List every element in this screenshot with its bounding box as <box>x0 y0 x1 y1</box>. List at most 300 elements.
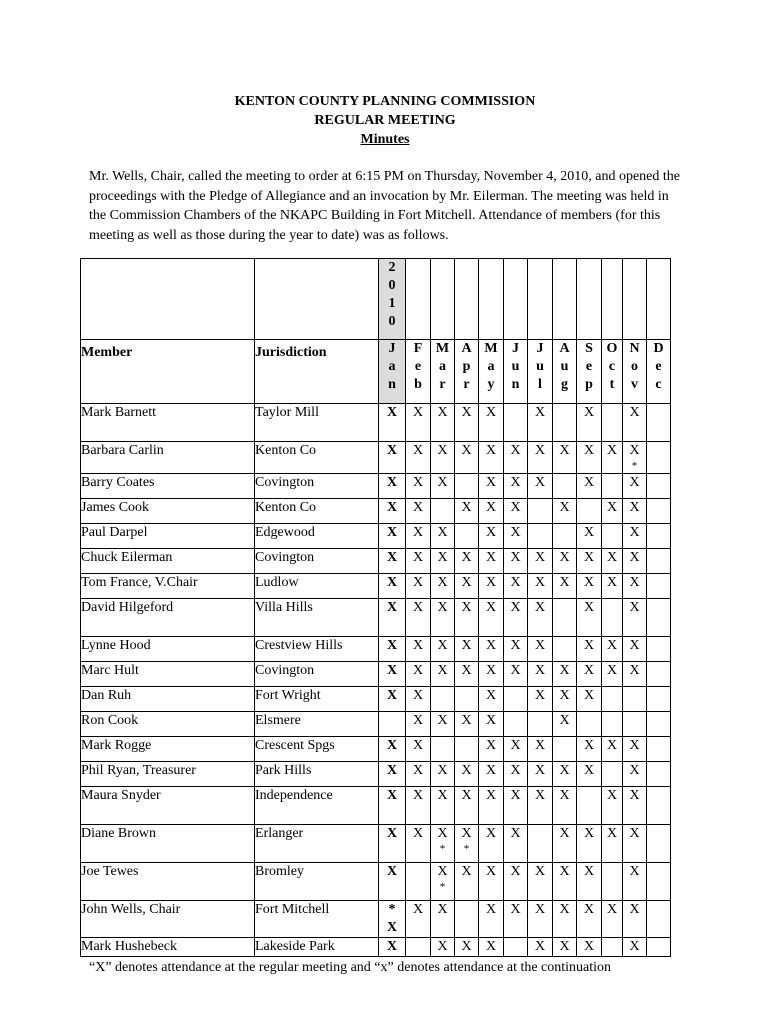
attendance-mark-dec <box>647 524 671 549</box>
table-row <box>81 637 671 662</box>
member-jurisdiction: Lakeside Park <box>255 938 379 957</box>
attendance-mark-sep: X <box>577 442 602 474</box>
intro-paragraph: Mr. Wells, Chair, called the meeting to order at 6:15 PM on Thursday, November 4, 2010, and opened the proceedings with the Pledge of Allegiance and an invocation by Mr. Eilerman. The meeting was held in the Commission Chambers of the NKAPC Building in Fort Mitchell. Attendance of members (for this meeting as well as those during the year to date) was as follows. <box>89 169 680 243</box>
document-title: KENTON COUNTY PLANNING COMMISSION <box>234 94 536 109</box>
attendance-mark-oct <box>602 524 623 549</box>
attendance-mark-apr: X <box>455 712 479 737</box>
attendance-mark-sep: X <box>577 404 602 442</box>
empty-header-cell <box>455 259 479 340</box>
attendance-mark-mar: X <box>431 662 455 687</box>
attendance-mark-sep: X <box>577 901 602 938</box>
attendance-mark-jun: X <box>504 863 528 901</box>
member-jurisdiction: Edgewood <box>255 524 379 549</box>
attendance-mark-jun: X <box>504 574 528 599</box>
attendance-mark-aug: X <box>553 787 577 825</box>
attendance-mark-apr <box>455 901 479 938</box>
table-row <box>81 737 671 762</box>
attendance-mark-sep: X <box>577 599 602 637</box>
attendance-mark-may: X <box>479 442 504 474</box>
attendance-mark-aug <box>553 599 577 637</box>
attendance-mark-jul <box>528 712 553 737</box>
member-jurisdiction: Covington <box>255 662 379 687</box>
attendance-mark-may: X <box>479 687 504 712</box>
attendance-mark-feb: X <box>406 574 431 599</box>
attendance-mark-jul: X <box>528 574 553 599</box>
attendance-mark-jan: X <box>379 574 406 599</box>
attendance-mark-feb: X <box>406 474 431 499</box>
attendance-mark-jan: X <box>379 938 406 957</box>
attendance-mark-nov: X <box>623 863 647 901</box>
attendance-mark-jun <box>504 712 528 737</box>
attendance-table <box>80 258 671 957</box>
member-name: Paul Darpel <box>81 524 255 549</box>
footnote: “X” denotes attendance at the regular meeting and “x” denotes attendance at the continuation <box>89 960 612 975</box>
attendance-mark-apr: X <box>455 637 479 662</box>
attendance-mark-apr: X <box>455 662 479 687</box>
member-column-header: Member <box>81 340 255 404</box>
attendance-mark-aug: X <box>553 499 577 524</box>
attendance-mark-jul <box>528 499 553 524</box>
attendance-mark-jul: X <box>528 737 553 762</box>
attendance-mark-may: X <box>479 599 504 637</box>
attendance-mark-nov: X <box>623 737 647 762</box>
attendance-mark-nov: X <box>623 662 647 687</box>
attendance-mark-dec <box>647 901 671 938</box>
attendance-mark-feb: X <box>406 737 431 762</box>
attendance-mark-sep: X <box>577 825 602 863</box>
attendance-mark-sep <box>577 712 602 737</box>
attendance-mark-nov: X <box>623 499 647 524</box>
attendance-mark-dec <box>647 712 671 737</box>
month-header-sep: S e p <box>577 340 602 404</box>
attendance-mark-oct <box>602 863 623 901</box>
empty-header-cell <box>406 259 431 340</box>
member-name: Joe Tewes <box>81 863 255 901</box>
attendance-mark-mar <box>431 687 455 712</box>
table-row <box>81 901 671 938</box>
attendance-mark-jun <box>504 687 528 712</box>
attendance-mark-may: X <box>479 549 504 574</box>
attendance-mark-aug <box>553 737 577 762</box>
attendance-mark-sep <box>577 787 602 825</box>
attendance-mark-feb: X <box>406 524 431 549</box>
attendance-mark-may: X <box>479 787 504 825</box>
attendance-mark-jan: X <box>379 687 406 712</box>
attendance-mark-mar: X * <box>431 863 455 901</box>
attendance-mark-sep: X <box>577 549 602 574</box>
table-row <box>81 574 671 599</box>
month-header-oct: O c t <box>602 340 623 404</box>
attendance-mark-oct: X <box>602 442 623 474</box>
attendance-mark-aug: X <box>553 549 577 574</box>
attendance-mark-oct: X <box>602 637 623 662</box>
member-name: Mark Hushebeck <box>81 938 255 957</box>
attendance-mark-nov: X <box>623 901 647 938</box>
table-row <box>81 499 671 524</box>
attendance-mark-oct <box>602 474 623 499</box>
empty-header-cell <box>255 259 379 340</box>
month-header-mar: M a r <box>431 340 455 404</box>
empty-header-cell <box>553 259 577 340</box>
attendance-mark-oct: X <box>602 574 623 599</box>
attendance-mark-mar: X <box>431 404 455 442</box>
attendance-mark-sep: X <box>577 474 602 499</box>
attendance-mark-nov: X <box>623 938 647 957</box>
attendance-mark-nov: X <box>623 474 647 499</box>
attendance-mark-mar: X <box>431 712 455 737</box>
attendance-mark-jul: X <box>528 787 553 825</box>
attendance-mark-jun: X <box>504 662 528 687</box>
attendance-mark-jun: X <box>504 499 528 524</box>
attendance-mark-mar: X <box>431 474 455 499</box>
attendance-mark-sep: X <box>577 574 602 599</box>
attendance-mark-jan: * X <box>379 901 406 938</box>
member-jurisdiction: Fort Wright <box>255 687 379 712</box>
attendance-mark-jun: X <box>504 474 528 499</box>
member-jurisdiction: Park Hills <box>255 762 379 787</box>
empty-header-cell <box>479 259 504 340</box>
member-jurisdiction: Ludlow <box>255 574 379 599</box>
attendance-mark-feb: X <box>406 637 431 662</box>
attendance-mark-sep: X <box>577 737 602 762</box>
attendance-mark-jan: X <box>379 863 406 901</box>
member-name: Dan Ruh <box>81 687 255 712</box>
attendance-mark-nov: X <box>623 404 647 442</box>
attendance-mark-aug: X <box>553 901 577 938</box>
attendance-mark-nov: X <box>623 599 647 637</box>
attendance-mark-aug: X <box>553 574 577 599</box>
attendance-mark-jan <box>379 712 406 737</box>
table-row <box>81 787 671 825</box>
attendance-mark-apr: X <box>455 442 479 474</box>
attendance-mark-feb: X <box>406 662 431 687</box>
attendance-mark-sep <box>577 499 602 524</box>
attendance-mark-feb <box>406 863 431 901</box>
table-row <box>81 825 671 863</box>
attendance-mark-may: X <box>479 404 504 442</box>
attendance-mark-apr <box>455 737 479 762</box>
attendance-mark-nov: X <box>623 574 647 599</box>
table-row <box>81 474 671 499</box>
member-name: Maura Snyder <box>81 787 255 825</box>
attendance-mark-may: X <box>479 901 504 938</box>
attendance-mark-nov <box>623 687 647 712</box>
attendance-mark-jun: X <box>504 901 528 938</box>
member-name: Marc Hult <box>81 662 255 687</box>
member-jurisdiction: Villa Hills <box>255 599 379 637</box>
attendance-mark-jun <box>504 938 528 957</box>
attendance-mark-dec <box>647 863 671 901</box>
attendance-mark-nov: X <box>623 524 647 549</box>
attendance-mark-oct <box>602 762 623 787</box>
attendance-mark-jun: X <box>504 825 528 863</box>
attendance-mark-jul: X <box>528 762 553 787</box>
attendance-mark-may: X <box>479 662 504 687</box>
attendance-mark-feb: X <box>406 787 431 825</box>
attendance-mark-jan: X <box>379 474 406 499</box>
attendance-mark-jun: X <box>504 762 528 787</box>
attendance-mark-dec <box>647 762 671 787</box>
table-row <box>81 712 671 737</box>
member-name: Lynne Hood <box>81 637 255 662</box>
table-row <box>81 687 671 712</box>
attendance-mark-apr <box>455 687 479 712</box>
attendance-mark-jan: X <box>379 599 406 637</box>
attendance-mark-oct: X <box>602 825 623 863</box>
attendance-mark-apr: X <box>455 787 479 825</box>
attendance-mark-oct <box>602 404 623 442</box>
attendance-mark-mar: X <box>431 938 455 957</box>
attendance-mark-mar: X <box>431 574 455 599</box>
member-name: Barbara Carlin <box>81 442 255 474</box>
attendance-mark-may: X <box>479 474 504 499</box>
attendance-mark-nov: X <box>623 549 647 574</box>
member-jurisdiction: Erlanger <box>255 825 379 863</box>
attendance-mark-jun: X <box>504 524 528 549</box>
empty-header-cell <box>528 259 553 340</box>
attendance-mark-apr: X <box>455 574 479 599</box>
attendance-mark-aug: X <box>553 687 577 712</box>
attendance-mark-jul: X <box>528 442 553 474</box>
attendance-mark-dec <box>647 662 671 687</box>
attendance-mark-mar: X <box>431 637 455 662</box>
attendance-mark-jul: X <box>528 901 553 938</box>
attendance-mark-oct: X <box>602 499 623 524</box>
month-header-aug: A u g <box>553 340 577 404</box>
attendance-mark-oct <box>602 938 623 957</box>
member-name: James Cook <box>81 499 255 524</box>
attendance-mark-jan: X <box>379 737 406 762</box>
month-header-dec: D e c <box>647 340 671 404</box>
attendance-mark-aug <box>553 404 577 442</box>
attendance-mark-aug: X <box>553 442 577 474</box>
attendance-mark-jul <box>528 825 553 863</box>
attendance-mark-jul: X <box>528 687 553 712</box>
empty-header-cell <box>577 259 602 340</box>
table-row <box>81 599 671 637</box>
attendance-mark-apr <box>455 474 479 499</box>
month-header-feb: F e b <box>406 340 431 404</box>
member-name: Tom France, V.Chair <box>81 574 255 599</box>
attendance-mark-feb: X <box>406 687 431 712</box>
attendance-mark-dec <box>647 442 671 474</box>
attendance-mark-may: X <box>479 712 504 737</box>
attendance-mark-apr: X <box>455 599 479 637</box>
attendance-mark-oct <box>602 687 623 712</box>
attendance-mark-dec <box>647 687 671 712</box>
member-jurisdiction: Kenton Co <box>255 499 379 524</box>
month-header-jan: J a n <box>379 340 406 404</box>
attendance-mark-jul: X <box>528 637 553 662</box>
month-header-jul: J u l <box>528 340 553 404</box>
attendance-mark-sep: X <box>577 863 602 901</box>
attendance-mark-nov: X <box>623 825 647 863</box>
empty-header-cell <box>431 259 455 340</box>
attendance-mark-dec <box>647 938 671 957</box>
attendance-mark-nov <box>623 712 647 737</box>
attendance-mark-may: X <box>479 524 504 549</box>
attendance-mark-jun: X <box>504 737 528 762</box>
attendance-mark-dec <box>647 637 671 662</box>
attendance-mark-may: X <box>479 938 504 957</box>
attendance-mark-oct: X <box>602 901 623 938</box>
empty-header-cell <box>504 259 528 340</box>
attendance-mark-dec <box>647 404 671 442</box>
attendance-mark-sep: X <box>577 762 602 787</box>
table-row <box>81 863 671 901</box>
attendance-mark-jan: X <box>379 524 406 549</box>
table-row <box>81 762 671 787</box>
member-jurisdiction: Crestview Hills <box>255 637 379 662</box>
jurisdiction-column-header: Jurisdiction <box>255 340 379 404</box>
attendance-mark-mar: X <box>431 599 455 637</box>
attendance-mark-oct: X <box>602 662 623 687</box>
attendance-mark-dec <box>647 574 671 599</box>
attendance-mark-sep: X <box>577 524 602 549</box>
attendance-mark-aug: X <box>553 662 577 687</box>
empty-header-cell <box>81 259 255 340</box>
attendance-mark-oct: X <box>602 737 623 762</box>
attendance-mark-mar: X <box>431 442 455 474</box>
attendance-mark-jan: X <box>379 787 406 825</box>
attendance-mark-jul: X <box>528 599 553 637</box>
attendance-mark-mar: X <box>431 524 455 549</box>
attendance-mark-apr: X <box>455 938 479 957</box>
attendance-mark-jan: X <box>379 637 406 662</box>
attendance-mark-jan: X <box>379 442 406 474</box>
attendance-mark-jun <box>504 404 528 442</box>
attendance-mark-mar: X <box>431 787 455 825</box>
attendance-mark-dec <box>647 549 671 574</box>
attendance-mark-may: X <box>479 637 504 662</box>
attendance-mark-may: X <box>479 499 504 524</box>
attendance-mark-jul: X <box>528 938 553 957</box>
attendance-mark-aug: X <box>553 863 577 901</box>
attendance-mark-sep: X <box>577 662 602 687</box>
attendance-mark-apr: X <box>455 863 479 901</box>
member-jurisdiction: Fort Mitchell <box>255 901 379 938</box>
attendance-mark-dec <box>647 599 671 637</box>
member-name: Barry Coates <box>81 474 255 499</box>
attendance-mark-jun: X <box>504 637 528 662</box>
attendance-mark-jul: X <box>528 549 553 574</box>
attendance-mark-may: X <box>479 825 504 863</box>
attendance-mark-jun: X <box>504 549 528 574</box>
month-header-may: M a y <box>479 340 504 404</box>
attendance-mark-jul: X <box>528 404 553 442</box>
attendance-mark-feb: X <box>406 499 431 524</box>
attendance-mark-jul: X <box>528 863 553 901</box>
member-name: Mark Rogge <box>81 737 255 762</box>
document-subtitle: REGULAR MEETING <box>314 113 456 128</box>
member-name: David Hilgeford <box>81 599 255 637</box>
member-jurisdiction: Taylor Mill <box>255 404 379 442</box>
attendance-mark-nov: X <box>623 762 647 787</box>
attendance-mark-feb: X <box>406 825 431 863</box>
table-row <box>81 662 671 687</box>
attendance-mark-nov: X * <box>623 442 647 474</box>
attendance-mark-nov: X <box>623 637 647 662</box>
attendance-mark-apr <box>455 524 479 549</box>
member-name: Mark Barnett <box>81 404 255 442</box>
attendance-mark-mar: X <box>431 549 455 574</box>
attendance-mark-aug: X <box>553 938 577 957</box>
attendance-mark-jul: X <box>528 662 553 687</box>
attendance-mark-dec <box>647 474 671 499</box>
attendance-mark-feb: X <box>406 549 431 574</box>
attendance-mark-aug: X <box>553 712 577 737</box>
member-name: John Wells, Chair <box>81 901 255 938</box>
section-heading: Minutes <box>360 132 410 147</box>
attendance-mark-jun: X <box>504 599 528 637</box>
attendance-mark-feb: X <box>406 404 431 442</box>
attendance-mark-mar: X * <box>431 825 455 863</box>
attendance-mark-aug: X <box>553 762 577 787</box>
member-jurisdiction: Bromley <box>255 863 379 901</box>
attendance-mark-jan: X <box>379 825 406 863</box>
year-cell: 2 0 1 0 <box>379 259 406 340</box>
member-jurisdiction: Elsmere <box>255 712 379 737</box>
attendance-mark-feb: X <box>406 901 431 938</box>
empty-header-cell <box>647 259 671 340</box>
attendance-mark-jun: X <box>504 787 528 825</box>
attendance-mark-may: X <box>479 737 504 762</box>
month-header-jun: J u n <box>504 340 528 404</box>
attendance-mark-aug <box>553 524 577 549</box>
attendance-mark-oct <box>602 712 623 737</box>
attendance-mark-sep: X <box>577 687 602 712</box>
member-name: Chuck Eilerman <box>81 549 255 574</box>
attendance-mark-jan: X <box>379 499 406 524</box>
empty-header-cell <box>602 259 623 340</box>
member-jurisdiction: Crescent Spgs <box>255 737 379 762</box>
attendance-mark-nov: X <box>623 787 647 825</box>
attendance-mark-mar: X <box>431 762 455 787</box>
attendance-mark-apr: X <box>455 499 479 524</box>
attendance-mark-dec <box>647 737 671 762</box>
attendance-mark-apr: X <box>455 404 479 442</box>
table-row <box>81 938 671 957</box>
attendance-mark-jan: X <box>379 404 406 442</box>
attendance-mark-may: X <box>479 574 504 599</box>
attendance-mark-oct: X <box>602 787 623 825</box>
attendance-mark-oct <box>602 599 623 637</box>
attendance-mark-aug <box>553 637 577 662</box>
attendance-mark-mar <box>431 737 455 762</box>
attendance-mark-may: X <box>479 762 504 787</box>
attendance-mark-dec <box>647 787 671 825</box>
column-header-row <box>81 340 671 404</box>
attendance-mark-dec <box>647 499 671 524</box>
attendance-mark-sep: X <box>577 637 602 662</box>
empty-header-cell <box>623 259 647 340</box>
table-row <box>81 549 671 574</box>
attendance-mark-apr: X <box>455 549 479 574</box>
attendance-mark-apr: X * <box>455 825 479 863</box>
attendance-mark-feb: X <box>406 712 431 737</box>
table-row <box>81 404 671 442</box>
member-name: Diane Brown <box>81 825 255 863</box>
table-row <box>81 524 671 549</box>
member-name: Phil Ryan, Treasurer <box>81 762 255 787</box>
member-jurisdiction: Covington <box>255 474 379 499</box>
attendance-mark-jan: X <box>379 662 406 687</box>
attendance-mark-feb <box>406 938 431 957</box>
attendance-mark-jun: X <box>504 442 528 474</box>
member-jurisdiction: Kenton Co <box>255 442 379 474</box>
attendance-mark-apr: X <box>455 762 479 787</box>
member-jurisdiction: Covington <box>255 549 379 574</box>
